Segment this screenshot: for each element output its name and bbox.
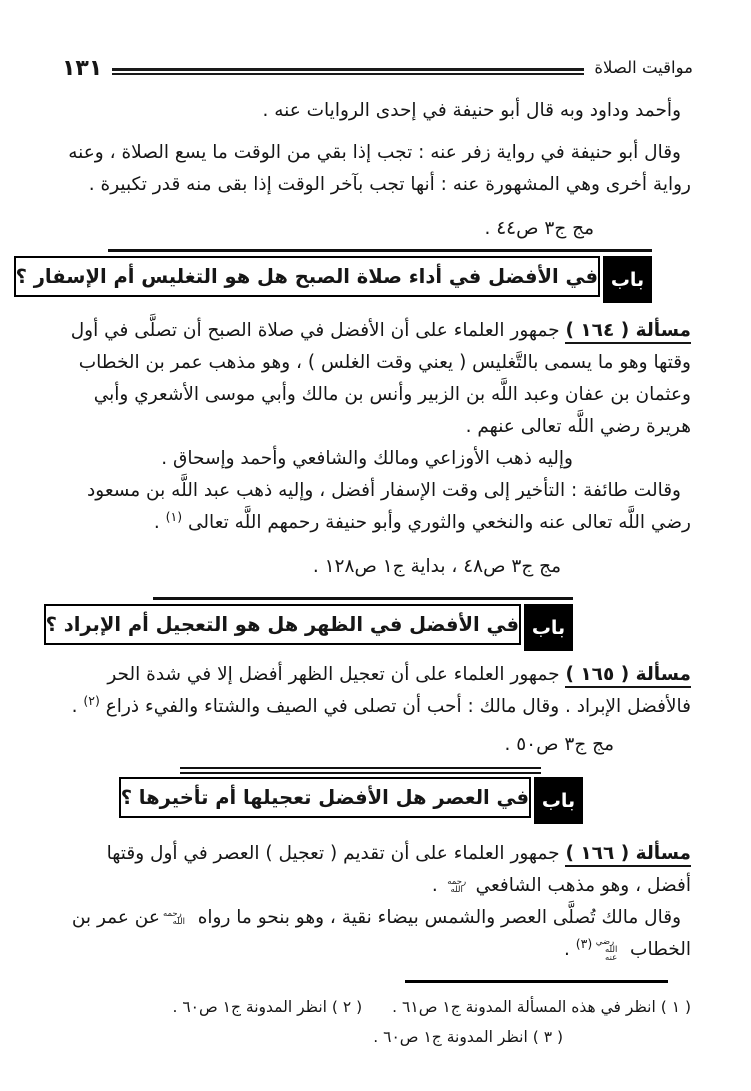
honorific-rahimahullah-mark-2: رحمه الله: [162, 909, 185, 927]
paragraph-166-a: [62, 902, 691, 966]
paragraph-164-b-tail: .: [153, 512, 160, 533]
footnote-marker-3: (٣): [575, 935, 593, 951]
masala-164: [62, 315, 691, 443]
source-ref-1: مج ج٣ ص٤٤ .: [484, 218, 594, 239]
paragraph-intro-2: وقال أبو حنيفة في رواية زفر عنه : تجب إذا بقي من الوقت ما يسع الصلاة ، وعنه رواية أخرى وهي المشهورة عنه : أنها تجب بآخر الوقت إذا بقى منه قدر تكبيرة .: [68, 142, 691, 195]
footnote-marker-1: (١): [165, 508, 183, 524]
footnote-row-2: [62, 1022, 691, 1052]
masala-165: [62, 659, 691, 723]
masala-165-text: جمهور العلماء على أن تعجيل الظهر أفضل إلا في شدة الحر فالأفضل الإبراد . وقال مالك : أحب أن تصلى في الصيف والشتاء والفيء ذراع: [105, 664, 691, 717]
masala-164-text: جمهور العلماء على أن الأفضل في صلاة الصبح أن تصلَّى في أول وقتها وهو ما يسمى بالتَّغليس ( يعني وقت الغلس ) ، وهو مذهب عمر بن الخطاب وعثمان بن عفان وعبد اللَّه بن الزبير وأنس بن مالك وأبي موسى الأشعري وأبي هريرة رضي اللَّه تعالى عنهم .: [70, 320, 691, 437]
bab-heading-3-rule: [180, 767, 541, 774]
honorific-rahimahullah-mark: رحمه الله: [447, 877, 467, 895]
footnote-marker-2: (٢): [83, 692, 100, 708]
paragraph-166-a-text-2: عن عمر بن الخطاب: [71, 907, 691, 960]
header-double-rule: [112, 68, 584, 75]
masala-166-label: مسألة ( ١٦٦ ): [565, 843, 691, 867]
paragraph-164-b: [62, 475, 691, 539]
page-number: ١٣١: [62, 56, 103, 81]
bab-title-2: في الأفضل في الظهر هل هو التعجيل أم الإبراد ؟: [44, 604, 521, 645]
paragraph-166-a-text-1: وقال مالك تُصلَّى العصر والشمس بيضاء نقية ، وهو بنحو ما رواه: [197, 907, 681, 928]
bab-tab-label-3: باب: [534, 777, 583, 824]
paragraph-164-a: وإليه ذهب الأوزاعي ومالك والشافعي وأحمد وإسحاق .: [161, 448, 573, 469]
page-header: [0, 0, 751, 81]
masala-164-label: مسألة ( ١٦٤ ): [565, 320, 691, 344]
source-ref-2: مج ج٣ ص٤٨ ، بداية ج١ ص١٢٨ .: [312, 556, 561, 577]
honorific-radiallahuanhu-mark: رضي الله عنه: [595, 937, 618, 963]
footnote-row-1: [62, 992, 691, 1022]
paragraph-164-b-text: وقالت طائفة : التأخير إلى وقت الإسفار أفضل ، وإليه ذهب عبد اللَّه بن مسعود رضي اللَّه تعالى عنه والنخعي والثوري وأبو حنيفة رحمهم اللَّه تعالى: [87, 480, 691, 533]
bab-heading-2-rule: [153, 597, 573, 600]
footnote-separator-rule: [405, 980, 668, 983]
footnote-item-3: ( ٣ ) انظر المدونة ج١ ص٦٠ .: [373, 1028, 563, 1046]
bab-title-1: في الأفضل في أداء صلاة الصبح هل هو التغليس أم الإسفار ؟: [14, 256, 600, 297]
paragraph-166-a-tail: .: [563, 939, 570, 960]
footnotes-block: [0, 980, 751, 1052]
running-head-title: مواقيت الصلاة: [594, 58, 693, 77]
masala-166-text: جمهور العلماء على أن تقديم ( تعجيل ) العصر في أول وقتها أفضل ، وهو مذهب الشافعي: [106, 843, 691, 896]
paragraph-intro-1: وأحمد وداود وبه قال أبو حنيفة في إحدى الروايات عنه .: [262, 100, 681, 121]
page-body: [0, 81, 751, 966]
bab-tab-label-2: باب: [524, 604, 573, 651]
masala-166-tail: .: [431, 875, 438, 896]
masala-165-label: مسألة ( ١٦٥ ): [565, 664, 691, 688]
bab-heading-2-row: [45, 604, 573, 651]
masala-166: [62, 838, 691, 902]
bab-heading-1-rule: [108, 249, 652, 252]
footnote-item-1: ( ١ ) انظر في هذه المسألة المدونة ج١ ص٦١ .: [392, 998, 691, 1016]
bab-heading-1-row: [15, 256, 652, 303]
bab-title-3: في العصر هل الأفضل تعجيلها أم تأخيرها ؟: [119, 777, 531, 818]
bab-heading-1: [15, 249, 652, 303]
bab-heading-2: [45, 597, 573, 651]
bab-tab-label-1: باب: [603, 256, 652, 303]
source-ref-3: مج ج٣ ص٥٠ .: [504, 734, 614, 755]
footnote-item-2: ( ٢ ) انظر المدونة ج١ ص٦٠ .: [172, 998, 363, 1016]
masala-165-tail: .: [71, 696, 78, 717]
bab-heading-3: [120, 767, 583, 824]
bab-heading-3-row: [120, 777, 583, 824]
